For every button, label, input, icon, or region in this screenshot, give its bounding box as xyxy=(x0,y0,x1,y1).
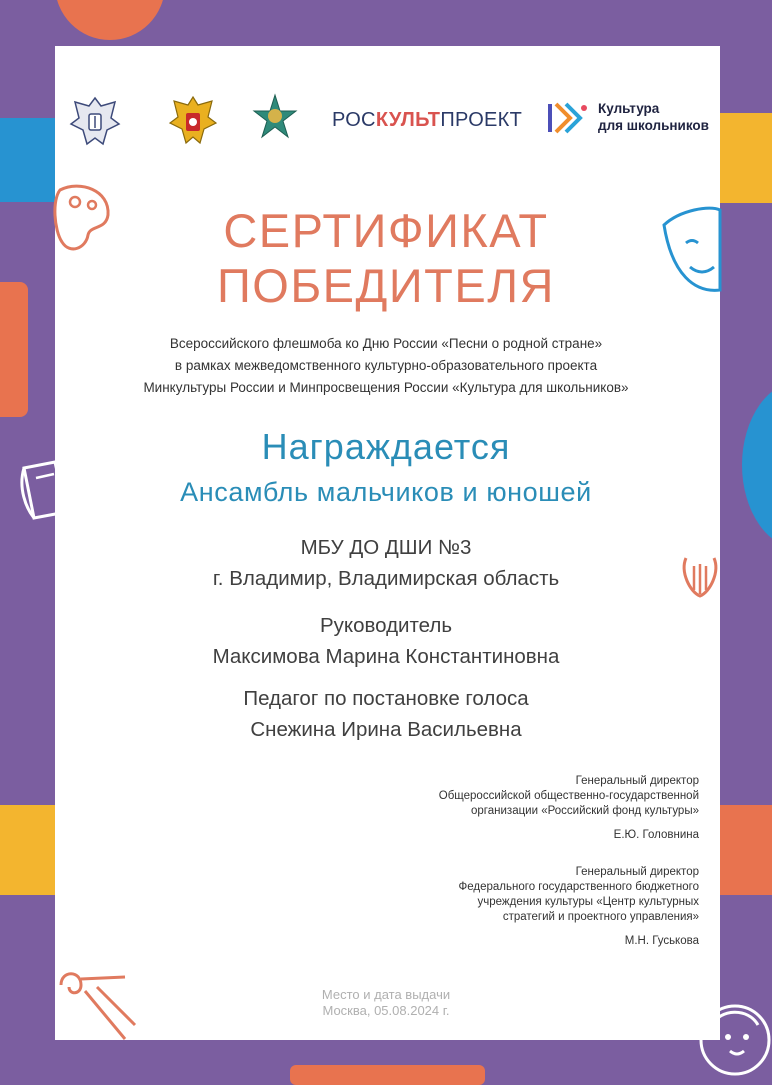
teacher-name: Снежина Ирина Васильевна xyxy=(250,718,522,741)
signature-2-line-2: Федерального государственного бюджетного xyxy=(458,881,699,893)
signature-2-line-3: учреждения культуры «Центр культурных xyxy=(477,896,699,908)
kds-logo-text xyxy=(598,100,709,134)
top-orange-circle xyxy=(55,0,165,40)
school-city: г. Владимир, Владимирская область xyxy=(212,567,560,590)
leader-block xyxy=(0,610,772,672)
kds-line-2: для школьников xyxy=(598,118,709,133)
intro-line-3: Минкультуры России и Минпросвещения России «Культура для школьников» xyxy=(143,380,629,395)
issue-place-date xyxy=(0,987,772,1019)
roskultproekt-logo xyxy=(332,109,522,132)
issue-place-value: Москва, 05.08.2024 г. xyxy=(322,1003,450,1018)
teacher-block xyxy=(0,683,772,745)
kds-line-1: Культура xyxy=(598,101,660,116)
left-blue-block xyxy=(0,118,55,202)
certificate-title-line-2: ПОБЕДИТЕЛЯ xyxy=(217,259,555,312)
award-recipient: Ансамбль мальчиков и юношей xyxy=(180,477,592,507)
brand-part-1: РОС xyxy=(332,109,376,131)
signature-1-name: Е.Ю. Головнина xyxy=(613,829,699,841)
brand-part-2: КУЛЬТ xyxy=(375,109,441,131)
award-label: Награждается xyxy=(261,426,511,467)
intro-line-2: в рамках межведомственного культурно-образовательного проекта xyxy=(174,358,598,373)
teacher-role: Педагог по постановке голоса xyxy=(243,687,529,710)
left-yellow-block xyxy=(0,805,55,895)
emblem-icon xyxy=(67,92,123,150)
signature-1-line-1: Генеральный директор xyxy=(575,775,699,787)
bottom-orange-block xyxy=(290,1065,485,1085)
signature-1-line-2: Общероссийской общественно-государственной xyxy=(438,790,699,802)
star-emblem-icon xyxy=(252,91,298,149)
kds-logo-icon xyxy=(546,100,592,136)
certificate-title-line-1: СЕРТИФИКАТ xyxy=(223,204,549,257)
intro-line-1: Всероссийского флешмоба ко Дню России «Песни о родной стране» xyxy=(169,336,603,351)
leader-name: Максимова Марина Константиновна xyxy=(212,645,560,668)
leader-role: Руководитель xyxy=(319,614,453,637)
signature-2-line-1: Генеральный директор xyxy=(575,866,699,878)
issue-place-label: Место и дата выдачи xyxy=(321,987,451,1002)
signature-1-line-3: организации «Российский фонд культуры» xyxy=(471,805,699,817)
signature-2-name: М.Н. Гуськова xyxy=(624,935,699,947)
intro-text xyxy=(0,333,772,399)
right-yellow-block xyxy=(720,113,772,203)
emblem-icon xyxy=(166,93,220,149)
school-block xyxy=(0,532,772,594)
school-name: МБУ ДО ДШИ №3 xyxy=(300,536,472,559)
brand-part-3: ПРОЕКТ xyxy=(440,109,523,131)
signature-2-line-4: стратегий и проектного управления» xyxy=(502,911,699,923)
signature-block-1 xyxy=(439,774,699,843)
right-orange-block xyxy=(720,805,772,895)
signature-block-2 xyxy=(459,865,699,949)
